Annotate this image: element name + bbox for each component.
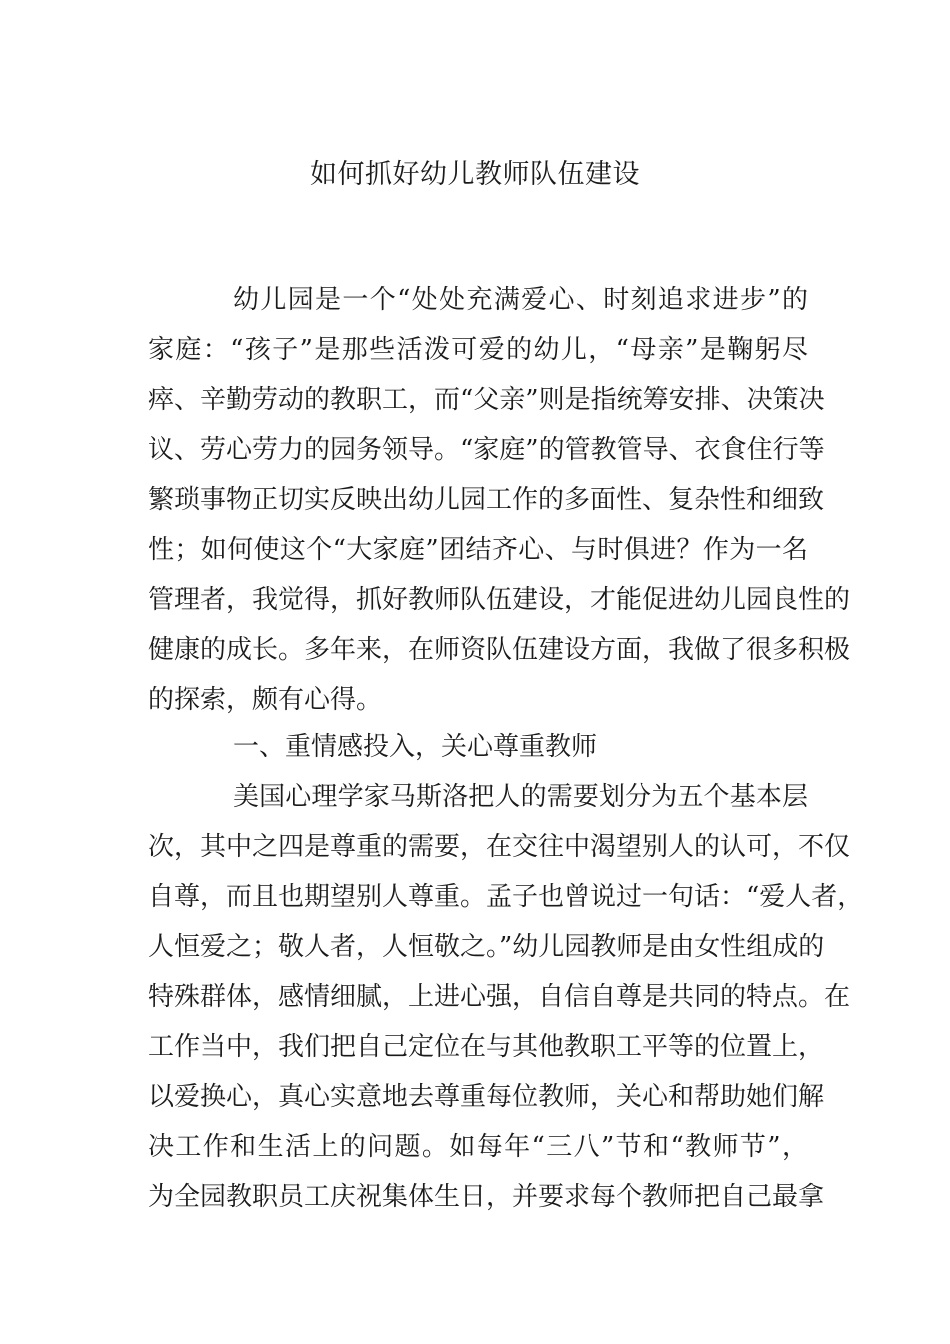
paragraph-line: 工作当中，我们把自己定位在与其他教职工平等的位置上， <box>148 1032 825 1062</box>
paragraph-line: 美国心理学家马斯洛把人的需要划分为五个基本层 <box>233 782 808 812</box>
page-title: 如何抓好幼儿教师队伍建设 <box>310 159 640 190</box>
paragraph-line: 以爱换心，真心实意地去尊重每位教师，关心和帮助她们解 <box>148 1082 825 1112</box>
paragraph-line: 健康的成长。多年来，在师资队伍建设方面，我做了很多积极 <box>148 635 851 665</box>
paragraph-line: 人恒爱之；敬人者，人恒敬之。”幼儿园教师是由女性组成的 <box>148 932 825 962</box>
paragraph-line: 家庭：“孩子”是那些活泼可爱的幼儿，“母亲”是鞠躬尽 <box>148 335 808 365</box>
paragraph-line: 管理者，我觉得，抓好教师队伍建设，才能促进幼儿园良性的 <box>148 585 851 615</box>
paragraph-line: 自尊，而且也期望别人尊重。孟子也曾说过一句话：“爱人者， <box>148 882 864 912</box>
paragraph-line: 幼儿园是一个“处处充满爱心、时刻追求进步”的 <box>233 285 808 315</box>
paragraph-line: 特殊群体，感情细腻，上进心强，自信自尊是共同的特点。在 <box>148 982 851 1012</box>
paragraph-line: 议、劳心劳力的园务领导。“家庭”的管教管导、衣食住行等 <box>148 435 825 465</box>
section-heading: 一、重情感投入，关心尊重教师 <box>233 732 598 762</box>
paragraph-line: 为全园教职员工庆祝集体生日，并要求每个教师把自己最拿 <box>148 1182 825 1212</box>
paragraph-line: 决工作和生活上的问题。如每年“三八”节和“教师节”， <box>148 1132 808 1162</box>
paragraph-line: 瘁、辛勤劳动的教职工，而“父亲”则是指统筹安排、决策决 <box>148 385 825 415</box>
paragraph-line: 的探索，颇有心得。 <box>148 685 383 715</box>
paragraph-line: 次，其中之四是尊重的需要，在交往中渴望别人的认可，不仅 <box>148 832 851 862</box>
paragraph-line: 性；如何使这个“大家庭”团结齐心、与时俱进？作为一名 <box>148 535 808 565</box>
paragraph-line: 繁琐事物正切实反映出幼儿园工作的多面性、复杂性和细致 <box>148 485 825 515</box>
